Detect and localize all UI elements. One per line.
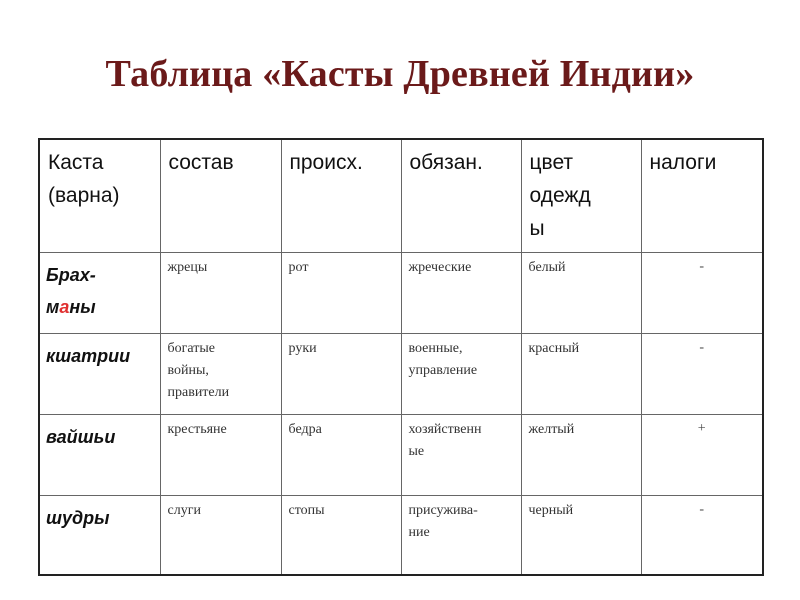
- header-clothing-line-2: одежд: [529, 184, 591, 207]
- duties-cell: [401, 496, 521, 576]
- caste-name-shudras: шудры: [39, 496, 160, 576]
- caste-name-part-2: [46, 291, 156, 323]
- composition-cell: [160, 334, 281, 415]
- color-cell: красный: [521, 334, 641, 415]
- caste-name-brahmins: [39, 253, 160, 334]
- caste-name-part-1: Брах-: [46, 265, 96, 285]
- header-caste: [39, 139, 160, 253]
- duties-line: ние: [408, 525, 430, 540]
- composition-cell: [160, 496, 281, 576]
- duties-cell: [401, 415, 521, 496]
- taxes-cell: -: [641, 334, 763, 415]
- color-cell: желтый: [521, 415, 641, 496]
- duties-line: ые: [408, 444, 425, 459]
- caste-name-vaishyas: вайшьи: [39, 415, 160, 496]
- composition-line: крестьяне: [167, 422, 227, 437]
- duties-line: присужива-: [408, 503, 478, 518]
- duties-cell: [401, 253, 521, 334]
- duties-line: хозяйственн: [408, 422, 482, 437]
- table-row: [39, 415, 763, 496]
- composition-cell: [160, 253, 281, 334]
- header-taxes: налоги: [641, 139, 763, 253]
- composition-line: слуги: [167, 503, 201, 518]
- header-composition: состав: [160, 139, 281, 253]
- header-clothing-line-3: ы: [529, 217, 545, 240]
- table-row: [39, 253, 763, 334]
- origin-cell: бедра: [281, 415, 401, 496]
- header-caste-line-2: (варна): [48, 184, 120, 207]
- header-clothing-color: [521, 139, 641, 253]
- taxes-cell: -: [641, 253, 763, 334]
- table-row: [39, 496, 763, 576]
- origin-cell: стопы: [281, 496, 401, 576]
- caste-name-part-2-pre: м: [46, 297, 60, 317]
- duties-line: жреческие: [408, 260, 472, 275]
- origin-cell: руки: [281, 334, 401, 415]
- header-origin: происх.: [281, 139, 401, 253]
- header-clothing-line-1: цвет: [529, 151, 574, 174]
- duties-line: военные,: [408, 341, 463, 356]
- duties-line: управление: [408, 363, 478, 378]
- header-duties: обязан.: [401, 139, 521, 253]
- duties-cell: [401, 334, 521, 415]
- composition-line: жрецы: [167, 260, 208, 275]
- composition-line: войны,: [167, 363, 209, 378]
- table-header-row: [39, 139, 763, 253]
- taxes-cell: +: [641, 415, 763, 496]
- castes-table: [38, 138, 764, 576]
- taxes-cell: -: [641, 496, 763, 576]
- composition-cell: [160, 415, 281, 496]
- origin-cell: рот: [281, 253, 401, 334]
- page-title: Таблица «Касты Древней Индии»: [105, 53, 695, 95]
- color-cell: белый: [521, 253, 641, 334]
- caste-name-accent-letter: а: [59, 297, 70, 317]
- header-caste-line-1: Каста: [48, 151, 104, 174]
- color-cell: черный: [521, 496, 641, 576]
- caste-name-kshatriyas: кшатрии: [39, 334, 160, 415]
- table-row: [39, 334, 763, 415]
- composition-line: богатые: [167, 341, 215, 356]
- caste-name-part-2-post: ны: [69, 297, 96, 317]
- composition-line: правители: [167, 385, 230, 400]
